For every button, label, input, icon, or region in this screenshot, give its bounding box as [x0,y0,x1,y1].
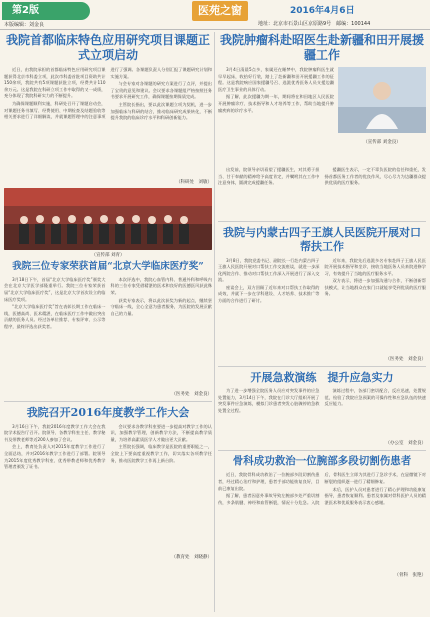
article-research-projects [4,33,212,185]
address-line: 地址：北京市石景山区京原路9号 邮编：100144 [258,21,371,27]
article-emergency-drill [218,371,426,447]
article-body: 为了进一步增强全院医务人员应对突发事件的应急处置能力，3月14日下午，我院在门诊大厅组织开展了突发事件应急演练，模拟门诊患者突发心脏骤停的急救处置全过程。 演练过程中，各部门密切配合，反应迅速，处置规范，检验了我院应急预案的可操作性和应急队伍的快速反应能力。 [218,388,426,414]
photo-caption: （宣传部 刘金良） [363,140,401,145]
section-banner: 医苑之窗 [192,1,248,21]
article-title: 骨科成功救治一位腕部多段切割伤患者 [232,455,412,468]
article-title: 我院与内蒙古四子王旗人民医院开展对口帮扶工作 [223,226,421,253]
doctor-photo [338,67,426,133]
article-title: 开展急救演练 提升应急实力 [250,370,394,384]
page-header [0,0,430,30]
editor-line: 本版编辑：刘金良 [4,22,45,28]
article-body: 近日，由我院承担的首都临床特色应用研究项目课题获得北京市科委立项，此次市科委首批项目资助共计150余项，我院共有5项课题获批立项，经费共计110余万元。这是我院在科研立项工作中取得的又一成绩，充分体现了我院科研实力的不断提升。 为确保课题顺利实施，科研处召开了课题启动会，对课题任务书填写、经费使用、中期检查及结题验收等相关要求进行了详细解读，并就课题管理中的注意事项进行了强调。各课题负责人分别汇报了课题研究计划和实施方案。 与会专家对各课题的研究方案进行了点评，并提出了宝贵的意见和建议。会议要求各课题组严格按照任务书要求开展研究工作，确保课题按期保质完成。 主管院长指出，要以此次课题立项为契机，进一步加强临床与科研的结合，推动临床研究成果转化，不断提升我院的临床诊疗水平和科研创新能力。 [4,67,212,121]
section-divider [218,450,426,451]
left-column [4,33,212,560]
article-title: 我院召开2016年度教学工作大会 [26,405,190,419]
article-byline: （医务处 刘金良） [385,356,426,362]
section-divider [218,221,426,222]
photo-caption: （宣传部 刘青） [91,253,125,258]
column-divider [214,32,215,612]
article-body: 3月16日下午，我院2016年度教学工作大会在我院学术报告厅召开。院领导、各教学科室主任、教学秘书及带教老师等近200人参加了会议。 会上，教育处负责人对2015年度教学工作进行了全面总结，并对2016年教学工作进行了部署。院领导为2015年度优秀教学科室、优秀带教老师和优秀教学管理者颁发了证书。 会议要求各教学科室要进一步提高对教学工作的认识，加强教学管理，创新教学方法，不断提高教学质量，为培养高素质医学人才做出更大贡献。 主管院长强调，临床教学是医院的重要职能之一，全院上下要高度重视教学工作，切实落实各项教学任务，推动医院教学工作再上新台阶。 [4,423,212,470]
article-clinical-award [4,261,212,397]
article-title: 我院首都临床特色应用研究项目课题正式立项启动 [5,33,210,62]
article-body-cont: 出发前，院领导亲切看望了援疆医生，对其勇于担当、甘于奉献的精神给予高度肯定，并嘱咐其在工作中注意身体，圆满完成援疆任务。 援疆医生表示，一定不辜负医院的信任和重托，发扬首都医务工作者的优良作风，尽心尽力为边疆群众提供优质的医疗服务。 [218,167,426,186]
article-byline: （办公室 刘金良） [385,441,426,447]
article-orthopedics [218,455,426,578]
article-body: 近日，我院骨科成功救治了一位腕部多段切割伤患者，经过精心治疗和护理，患者手部功能恢复良好，目前已康复出院。 据了解，患者因意外事故导致左腕部多处严重切割伤，多条肌腱、神经和血管断裂，情况十分危急。入院后，骨科医生立即为其进行了急诊手术，在显微镜下对断裂的组织逐一进行了精细修复。 术后，医护人员对患者进行了精心护理和功能康复指导，患者恢复顺利。患者及家属对骨科医护人员的精湛医术和优质服务表示衷心感谢。 [218,472,426,505]
article-byline: （科研处 刘敏） [176,180,212,185]
article-body: 3月8日，我院党委书记、副院长一行赴内蒙古四子王旗人民医院开展对口帮扶工作交流座谈，就进一步深化两院合作、推动对口帮扶工作深入开展进行了深入交流。 座谈会上，双方回顾了近年来对口帮扶工作取得的成效，并就下一步在学科建设、人才培养、技术推广等方面的合作进行了研讨。 近年来，我院先后选派多名专家赴四子王旗人民医院开展技术指导和坐诊，接收当地医务人员来院进修学习，有效提升了当地的医疗服务水平。 双方表示，将进一步加强沟通与合作，不断创新帮扶模式，让当地群众在家门口就能享受到优质的医疗服务。 [218,257,426,304]
header-rule [0,29,430,30]
article-byline: （医务处 刘金良） [171,391,212,397]
doctor-photo-block [338,67,426,163]
article-inner-mongolia [218,226,426,362]
issue-date: 2016年4月6日 [290,6,355,16]
award-ceremony-photo [4,188,212,250]
article-byline: （教育处 刘晓静） [171,554,212,560]
article-xinjiang-aid [218,33,426,217]
section-divider [218,366,426,367]
article-title: 我院肿瘤科赴昭医生赴新疆和田开展援疆工作 [219,33,424,62]
article-body: 3月4日清晨5点多，家属还在睡梦中，我院肿瘤科医生就早早起床，收拾好行装，踏上了赴新疆和田开展援疆工作的征程。这是我院响应国家援疆号召、选派优秀医务人员支援边疆医疗卫生事业的具体行动。 据了解，此次援疆为期一年，期间将在和田地区人民医院开展肿瘤诊疗、技术指导和人才培养等工作，帮助当地提升肿瘤疾病的诊疗水平。 [218,67,334,113]
article-byline: （骨科 张艳） [394,573,426,579]
right-column [218,33,426,578]
section-divider [4,401,212,402]
photo-image [4,188,212,250]
article-teaching-meeting [4,406,212,560]
page-tag: 第2版 [2,2,90,20]
article-body-wrap [218,67,426,163]
article-title: 我院三位专家荣获首届“北京大学临床医疗奖” [12,261,204,272]
article-body: 3月18日下午，首届“北京大学临床医疗奖”颁奖大会在北京大学医学部隆重举行。我院三位专家荣获首届“北京大学临床医疗奖”，这是北京大学首次设立的临床医疗奖项。 “北京大学临床医疗奖”旨在表彰长期工作在临床一线，医德高尚、医术精湛，在临床医疗工作中做出突出贡献的医务人员。经过各单位推荐、专家评审、公示等程序，最终评选出获奖者。 本次评选中，我院心血管内科、普通外科和呼吸内科的三位专家凭借精湛的医术和良好的医德医风获此殊荣。 获奖专家表示，将以此次获奖为新的起点，继续坚守临床一线，全心全意为患者服务，为医院的发展贡献自己的力量。 [4,276,212,330]
